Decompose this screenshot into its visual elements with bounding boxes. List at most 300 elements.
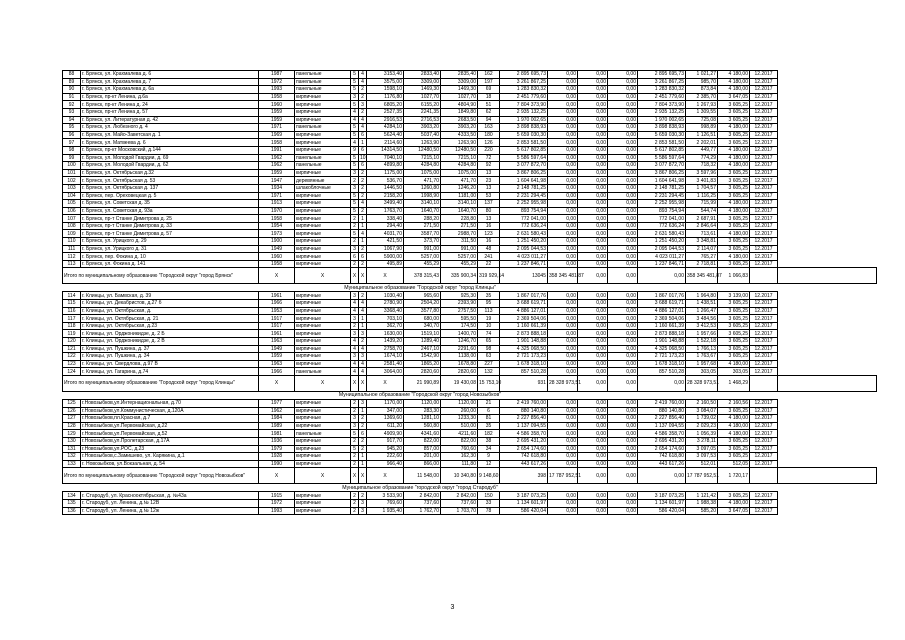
- table-cell: 4: [359, 360, 367, 368]
- table-cell: 1977: [259, 399, 295, 407]
- table-cell: 0,00: [578, 101, 608, 109]
- table-row: [63, 207, 877, 215]
- table-cell: 1998,90: [404, 192, 441, 200]
- table-cell: 965,60: [404, 292, 441, 300]
- table-cell: 72: [478, 154, 500, 162]
- table-cell: 0,00: [548, 253, 578, 261]
- table-cell: 1949: [259, 245, 295, 253]
- table-cell: 1138,00: [441, 353, 478, 361]
- table-cell: г. Брянск, ул. Октябрьская д.32: [81, 169, 259, 177]
- table-cell: 5: [351, 192, 359, 200]
- table-cell: 1075,00: [441, 169, 478, 177]
- table-cell: г. Брянск, пр-кт Московский, д.144: [81, 146, 259, 154]
- table-cell: 0,00: [578, 124, 608, 132]
- table-cell: 2 369 504,06: [500, 315, 548, 323]
- table-cell: 0,00: [608, 177, 638, 185]
- table-row: [63, 93, 877, 101]
- table-cell: 5: [351, 207, 359, 215]
- table-cell: г. Брянск, ул. Крахмалева д. 6: [81, 71, 259, 79]
- table-cell: 3: [351, 245, 359, 253]
- table-row: [63, 460, 877, 468]
- table-cell: 0,00: [608, 338, 638, 346]
- table-cell: 129: [63, 430, 81, 438]
- total-cell: 0,00: [638, 268, 686, 284]
- table-cell: 2 853 581,50: [638, 139, 686, 147]
- table-row: [63, 146, 877, 154]
- table-cell: 1973: [259, 230, 295, 238]
- table-cell: 1674,10: [367, 353, 404, 361]
- table-cell: 7040,10: [367, 154, 404, 162]
- table-row: [63, 437, 877, 445]
- total-cell: 1 066,83: [718, 268, 750, 284]
- table-cell: 3 187 073,25: [500, 492, 548, 500]
- table-cell: 0,00: [578, 169, 608, 177]
- table-cell: 3 084,07: [686, 407, 718, 415]
- table-cell: 18: [478, 93, 500, 101]
- table-cell: 2: [359, 177, 367, 185]
- table-cell: 2 252 955,98: [638, 200, 686, 208]
- table-cell: 78: [478, 507, 500, 515]
- table-cell: 2 451 779,60: [500, 93, 548, 101]
- table-cell: 4: [351, 360, 359, 368]
- table-cell: деревянные: [295, 177, 351, 185]
- register-table-container: [62, 70, 877, 515]
- table-cell: 9: [351, 146, 359, 154]
- table-cell: г. Брянск, пр-кт Ленина д. 24: [81, 101, 259, 109]
- table-cell: 22: [478, 260, 500, 268]
- table-cell: 0,00: [608, 368, 638, 376]
- table-cell: кирпичные: [295, 453, 351, 461]
- table-row: [63, 245, 877, 253]
- table-cell: 12.2017: [750, 215, 778, 223]
- table-cell: 109: [63, 230, 81, 238]
- table-cell: 3: [351, 422, 359, 430]
- table-cell: 3 688 619,71: [638, 300, 686, 308]
- table-cell: 5 659 030,30: [638, 131, 686, 139]
- table-cell: 1954: [259, 222, 295, 230]
- table-cell: 0,00: [548, 430, 578, 438]
- table-row: [63, 230, 877, 238]
- table-cell: 89: [63, 78, 81, 86]
- total-row: [63, 375, 877, 391]
- table-cell: 12.2017: [750, 169, 778, 177]
- table-cell: 0,00: [578, 322, 608, 330]
- table-cell: 1936: [259, 437, 295, 445]
- table-cell: 1 266,47: [686, 307, 718, 315]
- total-cell: 0,00: [578, 468, 608, 484]
- table-cell: 98: [478, 345, 500, 353]
- table-cell: 2: [359, 192, 367, 200]
- table-cell: кирпичные: [295, 353, 351, 361]
- table-cell: 2: [351, 492, 359, 500]
- table-cell: 0,00: [578, 437, 608, 445]
- table-cell: 0,00: [578, 177, 608, 185]
- table-cell: 2527,35: [367, 108, 404, 116]
- table-cell: 12.2017: [750, 184, 778, 192]
- table-cell: 1 604 641,98: [500, 177, 548, 185]
- table-cell: 5257,00: [441, 253, 478, 261]
- table-cell: 3: [351, 169, 359, 177]
- table-cell: кирпичные: [295, 300, 351, 308]
- total-label: Итого по муниципальному образованию "Городской округ "город Брянск": [63, 268, 259, 284]
- table-cell: 5: [351, 86, 359, 94]
- table-cell: 0,00: [608, 230, 638, 238]
- table-row: [63, 200, 877, 208]
- table-cell: 3: [351, 93, 359, 101]
- table-cell: 124: [63, 368, 81, 376]
- table-cell: 12.2017: [750, 238, 778, 246]
- table-cell: 0,00: [578, 222, 608, 230]
- table-cell: 0,00: [548, 292, 578, 300]
- table-row: [63, 71, 877, 79]
- table-cell: 0,00: [548, 101, 578, 109]
- table-cell: 1469,30: [404, 86, 441, 94]
- table-cell: 12.2017: [750, 93, 778, 101]
- table-cell: 133: [63, 460, 81, 468]
- table-cell: 3 605,25: [718, 139, 750, 147]
- table-cell: 2 029,23: [686, 422, 718, 430]
- table-cell: 12.2017: [750, 499, 778, 507]
- table-cell: 12.2017: [750, 124, 778, 132]
- table-cell: 283,30: [404, 407, 441, 415]
- table-cell: 162,30: [441, 453, 478, 461]
- table-cell: 0,00: [548, 507, 578, 515]
- table-cell: 0,00: [608, 492, 638, 500]
- table-cell: 0,00: [608, 108, 638, 116]
- table-cell: 106: [63, 207, 81, 215]
- total-cell: 0,00: [638, 468, 686, 484]
- table-cell: 4: [359, 124, 367, 132]
- table-row: [63, 162, 877, 170]
- table-cell: г. Брянск, пр-кт Ленина, д.6а: [81, 93, 259, 101]
- table-cell: г. Брянск, ул. Любезного д. 4: [81, 124, 259, 132]
- table-cell: 10: [360, 154, 366, 161]
- table-cell: 0,00: [578, 407, 608, 415]
- table-cell: 0,00: [578, 415, 608, 423]
- table-cell: 182: [478, 430, 500, 438]
- table-cell: 1: [359, 407, 367, 415]
- table-cell: 5900,00: [367, 253, 404, 261]
- table-cell: 0,00: [548, 78, 578, 86]
- table-cell: 12.2017: [750, 338, 778, 346]
- total-cell: 398: [500, 468, 548, 484]
- table-cell: 0,00: [548, 345, 578, 353]
- table-cell: г. Брянск, пер. Фокина д. 10: [81, 253, 259, 261]
- table-cell: 1176,80: [367, 93, 404, 101]
- table-cell: 53: [478, 192, 500, 200]
- table-cell: 2: [359, 338, 367, 346]
- table-cell: 1233,30: [441, 415, 478, 423]
- table-cell: 4: [359, 71, 367, 79]
- table-cell: 97: [63, 139, 81, 147]
- table-cell: 4 180,00: [718, 422, 750, 430]
- table-cell: 93: [63, 108, 81, 116]
- total-cell: 0,00: [608, 268, 638, 284]
- table-cell: 0,00: [578, 139, 608, 147]
- total-cell: 0,00: [638, 375, 686, 391]
- table-cell: г.Новозыбков,пл.Красная, д.7: [81, 415, 259, 423]
- table-cell: 12.2017: [750, 415, 778, 423]
- table-cell: 1979: [259, 445, 295, 453]
- table-cell: 2: [359, 415, 367, 423]
- table-row: [63, 116, 877, 124]
- table-cell: 1 901 148,88: [638, 338, 686, 346]
- table-cell: 118: [63, 322, 81, 330]
- table-cell: 2 160,56: [718, 399, 750, 407]
- table-cell: 822,00: [441, 437, 478, 445]
- table-cell: 4 586 358,70: [500, 430, 548, 438]
- table-cell: 1915: [259, 492, 295, 500]
- table-cell: 510,00: [441, 422, 478, 430]
- table-cell: 2 202,01: [686, 139, 718, 147]
- table-cell: 945,20: [367, 445, 404, 453]
- table-cell: г.Новозыбков,ул.Первомайская, д.22: [81, 422, 259, 430]
- table-cell: 2 654 174,60: [500, 445, 548, 453]
- table-cell: 0,00: [548, 300, 578, 308]
- total-cell: X: [259, 468, 295, 484]
- table-cell: 1542,90: [404, 353, 441, 361]
- table-cell: кирпичные: [295, 492, 351, 500]
- table-cell: 0,00: [608, 437, 638, 445]
- table-cell: 1075,00: [404, 169, 441, 177]
- table-cell: 2 451 779,60: [638, 93, 686, 101]
- table-cell: 3 898 838,93: [500, 124, 548, 132]
- table-cell: 0,00: [578, 499, 608, 507]
- page-number: 3: [450, 604, 455, 611]
- table-cell: 2: [351, 499, 359, 507]
- table-cell: 0,00: [608, 307, 638, 315]
- table-cell: 1849,80: [441, 108, 478, 116]
- table-cell: 1960: [259, 253, 295, 261]
- total-cell: 319 929,14: [478, 268, 500, 284]
- table-cell: 0,00: [608, 238, 638, 246]
- table-row: [63, 430, 877, 438]
- table-cell: 2: [351, 322, 359, 330]
- table-cell: 4 886 127,01: [500, 307, 548, 315]
- table-cell: 471,70: [404, 177, 441, 185]
- table-cell: 3: [359, 101, 367, 109]
- table-cell: 1 957,68: [686, 360, 718, 368]
- table-cell: 3 605,25: [718, 116, 750, 124]
- table-cell: 7215,10: [404, 154, 441, 162]
- table-row: [63, 507, 877, 515]
- table-cell: 1027,70: [441, 93, 478, 101]
- table-cell: 2833,40: [404, 71, 441, 79]
- table-cell: 3140,10: [404, 200, 441, 208]
- table-cell: 2 231 294,45: [638, 192, 686, 200]
- table-row: [63, 499, 877, 507]
- table-cell: 822,00: [404, 437, 441, 445]
- table-cell: 5: [351, 124, 359, 132]
- table-cell: 4: [351, 300, 359, 308]
- table-cell: г. Брянск, ул. Урицкого д. 31: [81, 245, 259, 253]
- table-cell: 174,50: [441, 322, 478, 330]
- table-cell: 0,00: [578, 108, 608, 116]
- table-cell: 1 678 318,10: [638, 360, 686, 368]
- table-cell: 2 895 695,73: [500, 71, 548, 79]
- table-cell: г.Новозыбков,с.Замишево, ул. Карякина, д.1: [81, 453, 259, 461]
- table-cell: 3: [359, 330, 367, 338]
- table-cell: 4 886 127,01: [638, 307, 686, 315]
- table-cell: 4: [359, 116, 367, 124]
- table-cell: 1 522,18: [686, 338, 718, 346]
- table-cell: 303,05: [686, 368, 718, 376]
- table-cell: 4: [351, 116, 359, 124]
- table-cell: 0,00: [548, 93, 578, 101]
- table-cell: кирпичные: [295, 292, 351, 300]
- table-cell: 0,00: [578, 207, 608, 215]
- table-cell: 12.2017: [750, 407, 778, 415]
- table-cell: кирпичные: [295, 260, 351, 268]
- table-cell: 3 605,25: [718, 307, 750, 315]
- table-cell: 6: [359, 162, 367, 170]
- table-cell: 1966: [259, 368, 295, 376]
- table-cell: 1246,70: [441, 338, 478, 346]
- total-cell: [778, 375, 877, 391]
- table-cell: 4: [359, 78, 367, 86]
- table-cell: г. Клинцы, ул. Бамвская, д. 39: [81, 292, 259, 300]
- table-cell: 0,00: [578, 453, 608, 461]
- table-cell: кирпичные: [295, 131, 351, 139]
- table-cell: 2 419 760,00: [638, 399, 686, 407]
- table-cell: 0,00: [578, 345, 608, 353]
- table-row: [63, 139, 877, 147]
- table-cell: 0,00: [578, 338, 608, 346]
- table-cell: 0,00: [608, 200, 638, 208]
- table-cell: 1958: [259, 260, 295, 268]
- table-cell: 1969: [259, 131, 295, 139]
- table-cell: 12.2017: [750, 78, 778, 86]
- table-cell: 16: [478, 222, 500, 230]
- table-cell: 1972: [259, 499, 295, 507]
- table-row: [63, 101, 877, 109]
- table-cell: 34: [478, 445, 500, 453]
- table-cell: 917,70: [367, 437, 404, 445]
- table-cell: кирпичные: [295, 108, 351, 116]
- table-cell: кирпичные: [295, 315, 351, 323]
- table-cell: 0,00: [608, 93, 638, 101]
- table-cell: 1289,40: [404, 338, 441, 346]
- table-cell: 13: [478, 169, 500, 177]
- table-cell: панельные: [295, 162, 351, 170]
- table-cell: 113: [63, 260, 81, 268]
- table-cell: 102: [63, 177, 81, 185]
- table-cell: 1: [359, 139, 367, 147]
- table-cell: 760,60: [441, 445, 478, 453]
- table-cell: 536,70: [367, 177, 404, 185]
- table-row: [63, 292, 877, 300]
- table-cell: панельные: [295, 368, 351, 376]
- table-cell: кирпичные: [295, 93, 351, 101]
- table-cell: 162: [478, 71, 500, 79]
- table-cell: 2 721 173,23: [500, 353, 548, 361]
- table-cell: 1 763,67: [686, 353, 718, 361]
- table-cell: 13: [478, 215, 500, 223]
- table-cell: 0,00: [578, 154, 608, 162]
- table-cell: 585,20: [686, 507, 718, 515]
- table-cell: 3: [359, 507, 367, 515]
- total-cell: 28 328 973,51: [548, 375, 578, 391]
- table-cell: 1260,80: [404, 184, 441, 192]
- table-cell: 1 766,13: [686, 345, 718, 353]
- table-cell: 5: [351, 71, 359, 79]
- table-row: [63, 300, 877, 308]
- table-cell: 12.2017: [750, 108, 778, 116]
- table-cell: 0,00: [608, 507, 638, 515]
- table-cell: кирпичные: [295, 192, 351, 200]
- table-cell: 2 842,00: [404, 492, 441, 500]
- table-cell: 9: [478, 453, 500, 461]
- table-cell: 1640,70: [441, 207, 478, 215]
- table-cell: г. Брянск, ул. Советская д. 93а: [81, 207, 259, 215]
- table-cell: 0,00: [578, 146, 608, 154]
- table-cell: 12480,50: [441, 146, 478, 154]
- table-cell: 3: [351, 330, 359, 338]
- table-cell: кирпичные: [295, 437, 351, 445]
- table-cell: 0,00: [608, 315, 638, 323]
- table-cell: 1469,30: [441, 86, 478, 94]
- table-cell: 241: [478, 253, 500, 261]
- table-cell: 3 139,00: [718, 292, 750, 300]
- table-cell: 6: [359, 146, 367, 154]
- table-cell: кирпичные: [295, 415, 351, 423]
- table-cell: 0,00: [608, 460, 638, 468]
- table-cell: 1913: [259, 200, 295, 208]
- table-cell: кирпичные: [295, 499, 351, 507]
- table-cell: 1991: [259, 146, 295, 154]
- table-cell: 5 617 802,85: [638, 146, 686, 154]
- table-cell: 0,00: [608, 253, 638, 261]
- table-row: [63, 368, 877, 376]
- table-cell: 105: [63, 200, 81, 208]
- table-cell: 33: [478, 499, 500, 507]
- table-cell: 5 617 802,85: [500, 146, 548, 154]
- table-cell: 1 267,93: [686, 101, 718, 109]
- table-cell: 101: [63, 169, 81, 177]
- table-cell: 12.2017: [750, 315, 778, 323]
- table-cell: 925,30: [441, 292, 478, 300]
- table-cell: 271,50: [441, 222, 478, 230]
- table-cell: 703,10: [367, 315, 404, 323]
- table-cell: 595,50: [441, 315, 478, 323]
- table-cell: 90: [63, 86, 81, 94]
- table-cell: 2: [351, 238, 359, 246]
- table-cell: 1 762,70: [404, 507, 441, 515]
- table-cell: 3 533,90: [367, 492, 404, 500]
- table-cell: 0,00: [548, 353, 578, 361]
- table-cell: 0,00: [608, 292, 638, 300]
- table-cell: 2: [351, 407, 359, 415]
- table-cell: 3 605,25: [718, 192, 750, 200]
- total-cell: 0,00: [578, 268, 608, 284]
- table-cell: 0,00: [578, 162, 608, 170]
- table-cell: 991,00: [404, 245, 441, 253]
- table-cell: 1030,40: [367, 292, 404, 300]
- table-cell: кирпичные: [295, 407, 351, 415]
- table-cell: 4 180,00: [718, 430, 750, 438]
- table-cell: 0,00: [548, 460, 578, 468]
- table-cell: 1400,70: [441, 330, 478, 338]
- table-cell: 1246,20: [441, 184, 478, 192]
- total-cell: X: [351, 468, 359, 484]
- table-cell: 0,00: [608, 360, 638, 368]
- table-cell: 0,00: [548, 407, 578, 415]
- table-cell: кирпичные: [295, 445, 351, 453]
- total-cell: [778, 468, 877, 484]
- table-cell: 136: [63, 507, 81, 515]
- table-cell: 108: [63, 222, 81, 230]
- table-cell: 1181,00: [441, 192, 478, 200]
